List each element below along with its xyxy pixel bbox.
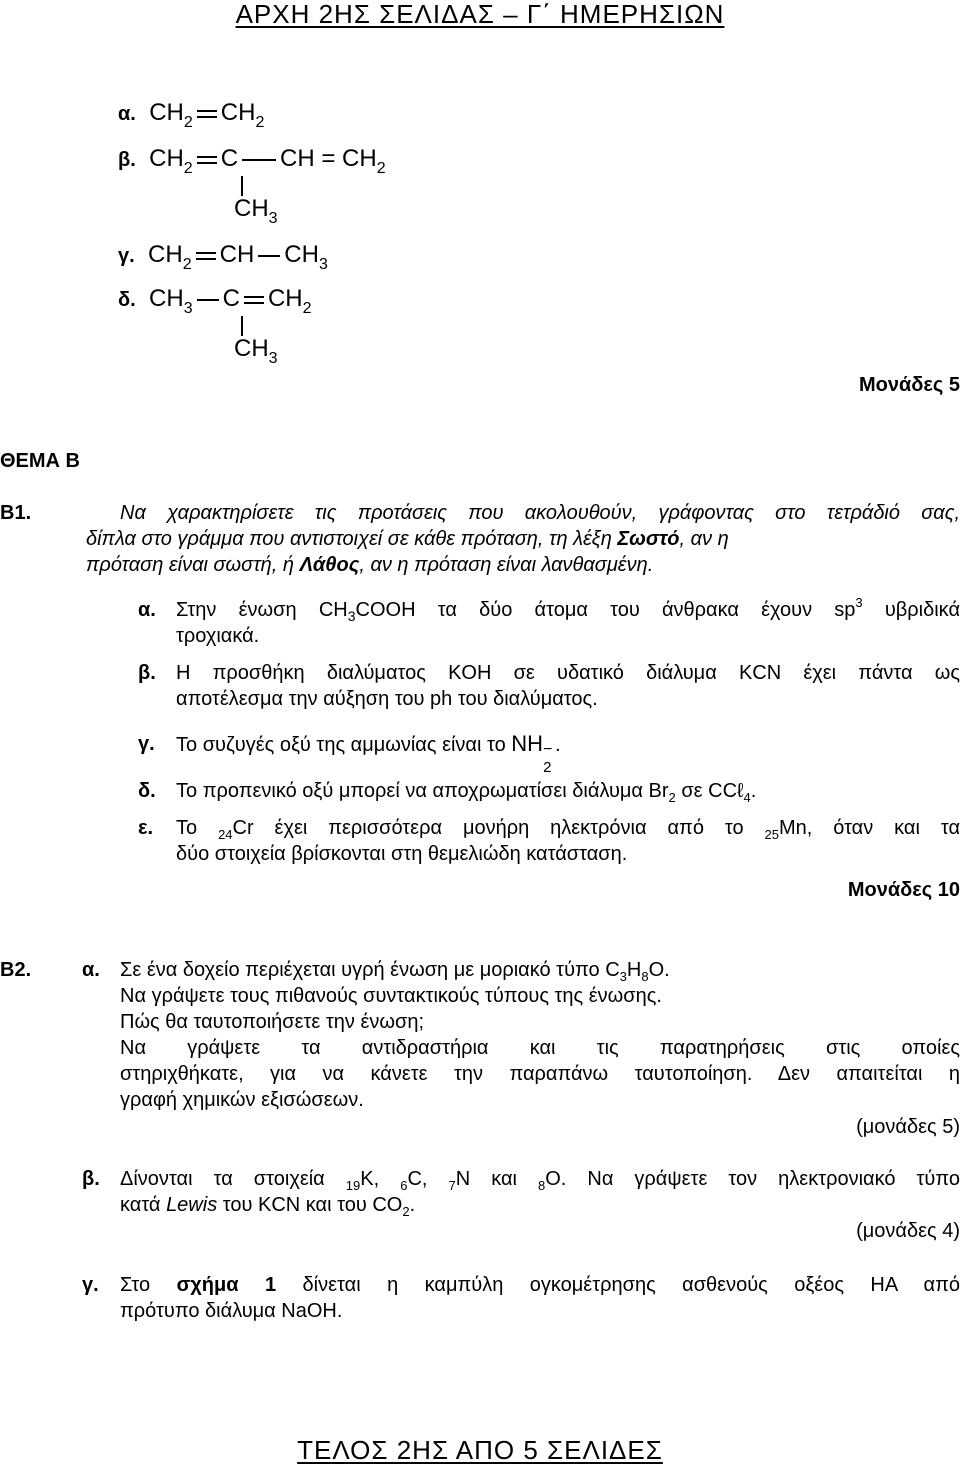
b2-a-line5: στηριχθήκατε, για να κάνετε την παραπάνω ταυτοποίηση. Δεν απαιτείται η	[120, 1063, 960, 1085]
b1-item-a-line2: τροχιακά.	[176, 625, 260, 647]
double-bond	[197, 110, 217, 118]
b2-a-line1: Σε ένα δοχείο περιέχεται υγρή ένωση με μοριακό τύπο $C_3H_8O$.	[120, 959, 670, 984]
b1-intro-line1: Να χαρακτηρίσετε τις προτάσεις που ακολουθούν, γράφοντας στο τετράδιό σας,	[120, 502, 960, 524]
branch-bond	[241, 316, 243, 336]
option-label: α.	[118, 103, 136, 125]
b1-item-d-label: δ.	[138, 780, 156, 802]
option-label: γ.	[118, 245, 135, 267]
single-bond	[242, 159, 276, 161]
question-b1-label: Β1.	[0, 502, 32, 524]
branch-bond	[241, 176, 243, 196]
question-b2-label: Β2.	[0, 959, 32, 981]
b2-part-a-label: α.	[82, 959, 100, 981]
double-bond	[196, 252, 216, 260]
option-label: β.	[118, 149, 136, 171]
b2-b-line2: κατά Lewis του KCN και του $CO_2$.	[120, 1194, 416, 1219]
b2-part-c-label: γ.	[82, 1274, 99, 1296]
single-bond	[258, 255, 280, 257]
b1-item-e-line2: δύο στοιχεία βρίσκονται στη θεμελιώδη κατάσταση.	[176, 843, 628, 865]
b2-part-b-label: β.	[82, 1168, 100, 1190]
option-label: δ.	[118, 289, 136, 311]
option-a-formula: α. $CH_2$ $CH_2$	[118, 99, 265, 131]
option-d-branch: $CH_3$	[234, 335, 278, 367]
b1-item-e-label: ε.	[138, 817, 154, 839]
b1-intro-line3: πρόταση είναι σωστή, ή Λάθος, αν η πρόταση είναι λανθασμένη.	[86, 554, 654, 576]
b2-c-line1: Στο σχήμα 1 δίνεται η καμπύλη ογκομέτρησης ασθενούς οξέος HA από	[120, 1274, 960, 1296]
b1-item-c-line: Το συζυγές οξύ της αμμωνίας είναι το NH − 2 .	[176, 731, 561, 776]
b2-a-line2: Να γράψετε τους πιθανούς συντακτικούς τύπους της ένωσης.	[120, 985, 662, 1007]
b1-intro-line2: δίπλα στο γράμμα που αντιστοιχεί σε κάθε πρόταση, τη λέξη Σωστό, αν η	[86, 528, 729, 550]
b1-item-e-line1: Το $_{24}$Cr έχει περισσότερα μονήρη ηλεκτρόνια από το $_{25}$Mn, όταν και τα	[176, 817, 960, 842]
page-header: ΑΡΧΗ 2ΗΣ ΣΕΛΙΔΑΣ – Γ΄ ΗΜΕΡΗΣΙΩΝ	[235, 0, 725, 29]
section-title: ΘΕΜΑ Β	[0, 450, 80, 472]
double-bond	[244, 296, 264, 304]
marks-b2-a: (μονάδες 5)	[856, 1116, 960, 1138]
single-bond	[197, 299, 219, 301]
page-footer: ΤΕΛΟΣ 2ΗΣ ΑΠΟ 5 ΣΕΛΙΔΕΣ	[297, 1435, 663, 1465]
b1-item-d-line: Το προπενικό οξύ μπορεί να αποχρωματίσει διάλυμα $Br_2$ σε CCℓ$_4$.	[176, 780, 757, 805]
b1-item-b-line2: αποτέλεσμα την αύξηση του ph του διαλύματος.	[176, 688, 598, 710]
option-d-formula: δ. $CH_3$ C $CH_2$	[118, 285, 312, 317]
b2-a-line3: Πώς θα ταυτοποιήσετε την ένωση;	[120, 1011, 425, 1033]
b1-item-a-label: α.	[138, 599, 156, 621]
marks-b2-b: (μονάδες 4)	[856, 1220, 960, 1242]
b2-a-line4: Να γράψετε τα αντιδραστήρια και τις παρατηρήσεις στις οποίες	[120, 1037, 960, 1059]
b1-item-a-line1: Στην ένωση $CH_3COOH$ τα δύο άτομα του άνθρακα έχουν $sp^3$ υβριδικά	[176, 595, 960, 624]
amide-ion-formula: NH − 2	[511, 731, 553, 776]
option-c-formula: γ. $CH_2$ CH $CH_3$	[118, 241, 328, 273]
double-bond	[197, 156, 217, 164]
marks-a1: Μονάδες 5	[859, 374, 960, 396]
b2-b-line1: Δίνονται τα στοιχεία $_{19}$K, $_6$C, $_7$N και $_8$O. Να γράψετε τον ηλεκτρονιακό τύπο	[120, 1168, 960, 1193]
b1-item-b-label: β.	[138, 662, 156, 684]
b2-a-line6: γραφή χημικών εξισώσεων.	[120, 1089, 364, 1111]
option-b-branch: $CH_3$	[234, 195, 278, 227]
option-b-formula: β. $CH_2$ C CH = $CH_2$	[118, 145, 386, 177]
b1-item-b-line1: Η προσθήκη διαλύματος KOH σε υδατικό διάλυμα KCN έχει πάντα ως	[176, 662, 960, 684]
marks-b1: Μονάδες 10	[847, 879, 960, 901]
b1-item-c-label: γ.	[138, 733, 155, 755]
b2-c-line2: πρότυπο διάλυμα NaOH.	[120, 1300, 343, 1322]
